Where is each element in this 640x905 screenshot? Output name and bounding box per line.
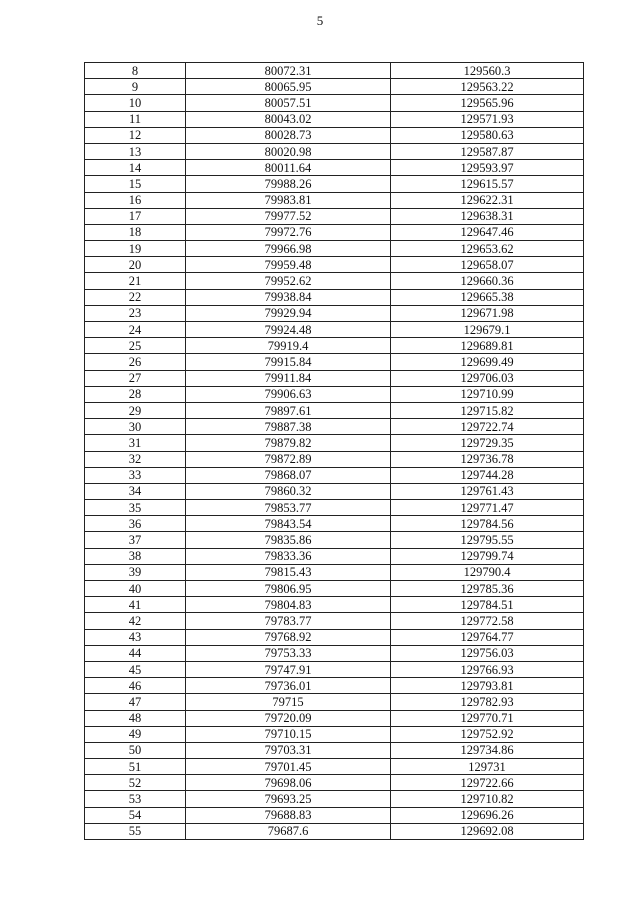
x-coordinate-cell: 79966.98 xyxy=(186,241,391,257)
table-row xyxy=(85,63,584,79)
point-number-cell: 52 xyxy=(85,775,186,791)
y-coordinate-cell: 129565.96 xyxy=(391,95,584,111)
x-coordinate-cell: 80028.73 xyxy=(186,127,391,143)
x-coordinate-cell: 79835.86 xyxy=(186,532,391,548)
x-coordinate-cell: 79753.33 xyxy=(186,645,391,661)
point-number-cell: 10 xyxy=(85,95,186,111)
coordinates-table-body xyxy=(85,63,584,840)
y-coordinate-cell: 129731 xyxy=(391,759,584,775)
y-coordinate-cell: 129729.35 xyxy=(391,435,584,451)
table-row xyxy=(85,678,584,694)
point-number-cell: 39 xyxy=(85,564,186,580)
point-number-cell: 41 xyxy=(85,597,186,613)
point-number-cell: 22 xyxy=(85,289,186,305)
y-coordinate-cell: 129699.49 xyxy=(391,354,584,370)
table-row xyxy=(85,322,584,338)
point-number-cell: 50 xyxy=(85,742,186,758)
x-coordinate-cell: 79720.09 xyxy=(186,710,391,726)
point-number-cell: 49 xyxy=(85,726,186,742)
x-coordinate-cell: 80065.95 xyxy=(186,79,391,95)
x-coordinate-cell: 79911.84 xyxy=(186,370,391,386)
table-row xyxy=(85,257,584,273)
table-row xyxy=(85,338,584,354)
x-coordinate-cell: 79872.89 xyxy=(186,451,391,467)
table-row xyxy=(85,305,584,321)
table-row xyxy=(85,629,584,645)
point-number-cell: 14 xyxy=(85,160,186,176)
x-coordinate-cell: 79868.07 xyxy=(186,467,391,483)
y-coordinate-cell: 129790.4 xyxy=(391,564,584,580)
x-coordinate-cell: 79806.95 xyxy=(186,581,391,597)
x-coordinate-cell: 79715 xyxy=(186,694,391,710)
table-row xyxy=(85,241,584,257)
point-number-cell: 53 xyxy=(85,791,186,807)
y-coordinate-cell: 129706.03 xyxy=(391,370,584,386)
y-coordinate-cell: 129722.74 xyxy=(391,419,584,435)
x-coordinate-cell: 79815.43 xyxy=(186,564,391,580)
y-coordinate-cell: 129715.82 xyxy=(391,402,584,418)
y-coordinate-cell: 129647.46 xyxy=(391,224,584,240)
table-row xyxy=(85,79,584,95)
table-row xyxy=(85,483,584,499)
x-coordinate-cell: 79687.6 xyxy=(186,823,391,839)
x-coordinate-cell: 79915.84 xyxy=(186,354,391,370)
table-row xyxy=(85,500,584,516)
x-coordinate-cell: 79988.26 xyxy=(186,176,391,192)
x-coordinate-cell: 79843.54 xyxy=(186,516,391,532)
y-coordinate-cell: 129764.77 xyxy=(391,629,584,645)
table-row xyxy=(85,532,584,548)
y-coordinate-cell: 129752.92 xyxy=(391,726,584,742)
table-row xyxy=(85,273,584,289)
table-row xyxy=(85,775,584,791)
table-row xyxy=(85,661,584,677)
table-row xyxy=(85,419,584,435)
x-coordinate-cell: 79897.61 xyxy=(186,402,391,418)
table-row xyxy=(85,386,584,402)
point-number-cell: 38 xyxy=(85,548,186,564)
point-number-cell: 8 xyxy=(85,63,186,79)
x-coordinate-cell: 80011.64 xyxy=(186,160,391,176)
page-number: 5 xyxy=(316,13,324,28)
table-row xyxy=(85,742,584,758)
y-coordinate-cell: 129658.07 xyxy=(391,257,584,273)
x-coordinate-cell: 79736.01 xyxy=(186,678,391,694)
table-row xyxy=(85,435,584,451)
point-number-cell: 35 xyxy=(85,500,186,516)
y-coordinate-cell: 129722.66 xyxy=(391,775,584,791)
point-number-cell: 19 xyxy=(85,241,186,257)
y-coordinate-cell: 129615.57 xyxy=(391,176,584,192)
y-coordinate-cell: 129665.38 xyxy=(391,289,584,305)
y-coordinate-cell: 129622.31 xyxy=(391,192,584,208)
y-coordinate-cell: 129563.22 xyxy=(391,79,584,95)
table-row xyxy=(85,224,584,240)
table-row xyxy=(85,759,584,775)
y-coordinate-cell: 129784.51 xyxy=(391,597,584,613)
y-coordinate-cell: 129736.78 xyxy=(391,451,584,467)
point-number-cell: 13 xyxy=(85,143,186,159)
x-coordinate-cell: 79887.38 xyxy=(186,419,391,435)
y-coordinate-cell: 129679.1 xyxy=(391,322,584,338)
x-coordinate-cell: 79701.45 xyxy=(186,759,391,775)
point-number-cell: 12 xyxy=(85,127,186,143)
y-coordinate-cell: 129782.93 xyxy=(391,694,584,710)
x-coordinate-cell: 79710.15 xyxy=(186,726,391,742)
point-number-cell: 18 xyxy=(85,224,186,240)
x-coordinate-cell: 79860.32 xyxy=(186,483,391,499)
table-row xyxy=(85,467,584,483)
point-number-cell: 25 xyxy=(85,338,186,354)
table-row xyxy=(85,548,584,564)
y-coordinate-cell: 129560.3 xyxy=(391,63,584,79)
point-number-cell: 47 xyxy=(85,694,186,710)
x-coordinate-cell: 79959.48 xyxy=(186,257,391,273)
x-coordinate-cell: 79983.81 xyxy=(186,192,391,208)
y-coordinate-cell: 129785.36 xyxy=(391,581,584,597)
point-number-cell: 33 xyxy=(85,467,186,483)
table-row xyxy=(85,289,584,305)
table-row xyxy=(85,516,584,532)
point-number-cell: 43 xyxy=(85,629,186,645)
x-coordinate-cell: 79833.36 xyxy=(186,548,391,564)
table-row xyxy=(85,645,584,661)
table-row xyxy=(85,613,584,629)
table-row xyxy=(85,176,584,192)
point-number-cell: 17 xyxy=(85,208,186,224)
point-number-cell: 48 xyxy=(85,710,186,726)
x-coordinate-cell: 79783.77 xyxy=(186,613,391,629)
y-coordinate-cell: 129696.26 xyxy=(391,807,584,823)
point-number-cell: 29 xyxy=(85,402,186,418)
table-row xyxy=(85,823,584,839)
x-coordinate-cell: 79879.82 xyxy=(186,435,391,451)
point-number-cell: 16 xyxy=(85,192,186,208)
point-number-cell: 51 xyxy=(85,759,186,775)
x-coordinate-cell: 79929.94 xyxy=(186,305,391,321)
x-coordinate-cell: 80020.98 xyxy=(186,143,391,159)
y-coordinate-cell: 129580.63 xyxy=(391,127,584,143)
point-number-cell: 44 xyxy=(85,645,186,661)
y-coordinate-cell: 129771.47 xyxy=(391,500,584,516)
table-row xyxy=(85,111,584,127)
y-coordinate-cell: 129671.98 xyxy=(391,305,584,321)
table-row xyxy=(85,192,584,208)
point-number-cell: 54 xyxy=(85,807,186,823)
table-row xyxy=(85,726,584,742)
y-coordinate-cell: 129593.97 xyxy=(391,160,584,176)
x-coordinate-cell: 79924.48 xyxy=(186,322,391,338)
x-coordinate-cell: 79747.91 xyxy=(186,661,391,677)
point-number-cell: 46 xyxy=(85,678,186,694)
table-row xyxy=(85,402,584,418)
table-row xyxy=(85,710,584,726)
point-number-cell: 28 xyxy=(85,386,186,402)
x-coordinate-cell: 79768.92 xyxy=(186,629,391,645)
x-coordinate-cell: 79698.06 xyxy=(186,775,391,791)
point-number-cell: 26 xyxy=(85,354,186,370)
y-coordinate-cell: 129660.36 xyxy=(391,273,584,289)
y-coordinate-cell: 129756.03 xyxy=(391,645,584,661)
y-coordinate-cell: 129793.81 xyxy=(391,678,584,694)
x-coordinate-cell: 80057.51 xyxy=(186,95,391,111)
table-row xyxy=(85,564,584,580)
point-number-cell: 11 xyxy=(85,111,186,127)
x-coordinate-cell: 80072.31 xyxy=(186,63,391,79)
point-number-cell: 55 xyxy=(85,823,186,839)
y-coordinate-cell: 129692.08 xyxy=(391,823,584,839)
point-number-cell: 31 xyxy=(85,435,186,451)
table-row xyxy=(85,791,584,807)
point-number-cell: 32 xyxy=(85,451,186,467)
table-row xyxy=(85,370,584,386)
y-coordinate-cell: 129795.55 xyxy=(391,532,584,548)
point-number-cell: 42 xyxy=(85,613,186,629)
coordinates-table xyxy=(84,62,584,840)
y-coordinate-cell: 129638.31 xyxy=(391,208,584,224)
x-coordinate-cell: 79938.84 xyxy=(186,289,391,305)
table-row xyxy=(85,694,584,710)
x-coordinate-cell: 79693.25 xyxy=(186,791,391,807)
point-number-cell: 37 xyxy=(85,532,186,548)
point-number-cell: 9 xyxy=(85,79,186,95)
y-coordinate-cell: 129689.81 xyxy=(391,338,584,354)
y-coordinate-cell: 129784.56 xyxy=(391,516,584,532)
x-coordinate-cell: 79804.83 xyxy=(186,597,391,613)
y-coordinate-cell: 129653.62 xyxy=(391,241,584,257)
y-coordinate-cell: 129766.93 xyxy=(391,661,584,677)
point-number-cell: 21 xyxy=(85,273,186,289)
y-coordinate-cell: 129761.43 xyxy=(391,483,584,499)
y-coordinate-cell: 129799.74 xyxy=(391,548,584,564)
table-row xyxy=(85,451,584,467)
point-number-cell: 45 xyxy=(85,661,186,677)
table-row xyxy=(85,354,584,370)
point-number-cell: 24 xyxy=(85,322,186,338)
y-coordinate-cell: 129772.58 xyxy=(391,613,584,629)
table-row xyxy=(85,143,584,159)
point-number-cell: 27 xyxy=(85,370,186,386)
y-coordinate-cell: 129710.99 xyxy=(391,386,584,402)
y-coordinate-cell: 129587.87 xyxy=(391,143,584,159)
x-coordinate-cell: 79972.76 xyxy=(186,224,391,240)
table-row xyxy=(85,807,584,823)
y-coordinate-cell: 129744.28 xyxy=(391,467,584,483)
point-number-cell: 30 xyxy=(85,419,186,435)
x-coordinate-cell: 80043.02 xyxy=(186,111,391,127)
y-coordinate-cell: 129571.93 xyxy=(391,111,584,127)
table-row xyxy=(85,597,584,613)
table-row xyxy=(85,208,584,224)
table-row xyxy=(85,95,584,111)
y-coordinate-cell: 129710.82 xyxy=(391,791,584,807)
x-coordinate-cell: 79688.83 xyxy=(186,807,391,823)
point-number-cell: 40 xyxy=(85,581,186,597)
y-coordinate-cell: 129734.86 xyxy=(391,742,584,758)
x-coordinate-cell: 79703.31 xyxy=(186,742,391,758)
table-row xyxy=(85,160,584,176)
point-number-cell: 36 xyxy=(85,516,186,532)
table-row xyxy=(85,127,584,143)
x-coordinate-cell: 79952.62 xyxy=(186,273,391,289)
table-row xyxy=(85,581,584,597)
x-coordinate-cell: 79853.77 xyxy=(186,500,391,516)
x-coordinate-cell: 79919.4 xyxy=(186,338,391,354)
x-coordinate-cell: 79906.63 xyxy=(186,386,391,402)
point-number-cell: 20 xyxy=(85,257,186,273)
point-number-cell: 23 xyxy=(85,305,186,321)
y-coordinate-cell: 129770.71 xyxy=(391,710,584,726)
point-number-cell: 15 xyxy=(85,176,186,192)
x-coordinate-cell: 79977.52 xyxy=(186,208,391,224)
point-number-cell: 34 xyxy=(85,483,186,499)
